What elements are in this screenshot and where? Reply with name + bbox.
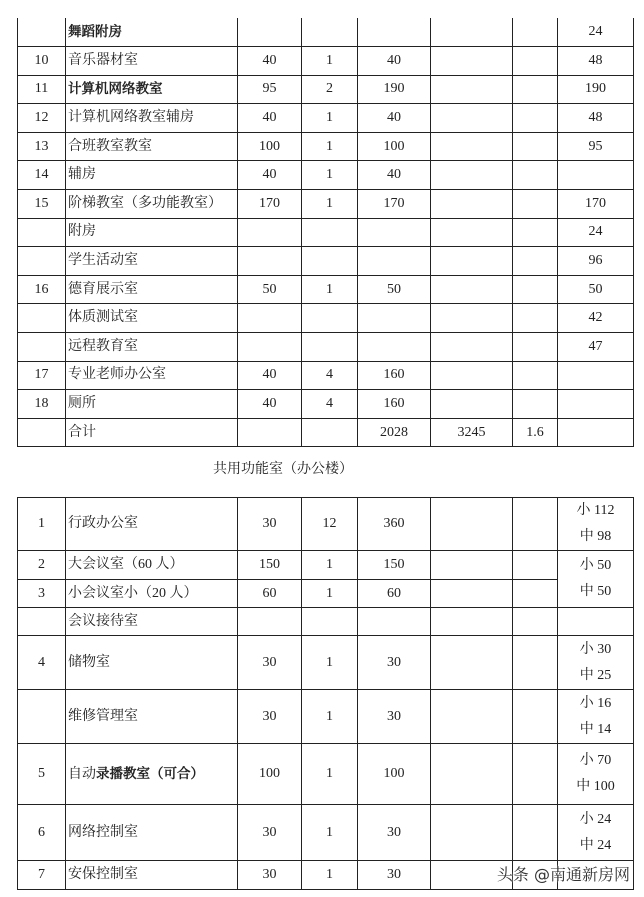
cell-building-area — [431, 275, 513, 304]
table-row — [18, 580, 634, 608]
cell-row-number: 10 — [18, 47, 66, 76]
cell-room-name — [66, 161, 238, 190]
cell-actual-area: 小 50 中 50 — [558, 551, 634, 608]
cell-row-number: 12 — [18, 104, 66, 133]
cell-quantity — [302, 333, 358, 362]
cell-room-name — [66, 218, 238, 247]
cell-row-number — [18, 304, 66, 333]
cell-ratio: 1.6 — [513, 418, 558, 447]
cell-quantity: 1 — [302, 132, 358, 161]
cell-actual-area: 42 — [558, 304, 634, 333]
table-row — [18, 275, 634, 304]
cell-actual-area — [558, 608, 634, 636]
cell-building-area — [431, 580, 513, 608]
cell-total-area — [358, 247, 431, 276]
cell-actual-area: 小 30 中 25 — [558, 636, 634, 690]
cell-quantity: 1 — [302, 580, 358, 608]
table-row — [18, 390, 634, 419]
cell-row-number: 17 — [18, 361, 66, 390]
room-name-text: 自动 — [68, 766, 96, 782]
cell-unit-area: 100 — [238, 744, 302, 805]
cell-row-number: 4 — [18, 636, 66, 690]
cell-actual-area: 50 — [558, 275, 634, 304]
cell-building-area — [431, 304, 513, 333]
cell-total-area: 40 — [358, 104, 431, 133]
table-row — [18, 805, 634, 861]
room-name-text: 专业老师办公室 — [68, 367, 166, 383]
cell-room-name — [66, 361, 238, 390]
section-title: 共用功能室（办公楼） — [213, 462, 353, 477]
room-name-text: 厕所 — [68, 396, 96, 412]
cell-total-area: 40 — [358, 47, 431, 76]
room-name-text: 合计 — [68, 424, 96, 440]
cell-unit-area — [238, 18, 302, 47]
cell-actual-area: 95 — [558, 132, 634, 161]
cell-ratio — [513, 104, 558, 133]
cell-quantity: 1 — [302, 190, 358, 219]
cell-actual-area: 小 70 中 100 — [558, 744, 634, 805]
cell-quantity — [302, 247, 358, 276]
cell-row-number — [18, 608, 66, 636]
cell-row-number — [18, 247, 66, 276]
cell-ratio — [513, 744, 558, 805]
cell-unit-area — [238, 218, 302, 247]
cell-total-area: 30 — [358, 636, 431, 690]
cell-room-name — [66, 690, 238, 744]
cell-unit-area: 30 — [238, 805, 302, 861]
cell-building-area — [431, 47, 513, 76]
cell-unit-area: 50 — [238, 275, 302, 304]
cell-ratio — [513, 304, 558, 333]
cell-ratio — [513, 498, 558, 551]
table-row — [18, 361, 634, 390]
room-name-text: 网络控制室 — [68, 824, 138, 840]
room-name-text: 小会议室小（20 人） — [68, 585, 198, 601]
table-row — [18, 418, 634, 447]
cell-room-name — [66, 190, 238, 219]
cell-unit-area — [238, 608, 302, 636]
cell-total-area: 360 — [358, 498, 431, 551]
cell-quantity: 1 — [302, 47, 358, 76]
cell-ratio — [513, 247, 558, 276]
table-row — [18, 333, 634, 362]
cell-total-area — [358, 333, 431, 362]
cell-actual-area — [558, 418, 634, 447]
cell-ratio — [513, 580, 558, 608]
cell-unit-area — [238, 247, 302, 276]
cell-actual-area — [558, 361, 634, 390]
cell-building-area — [431, 333, 513, 362]
cell-actual-area: 24 — [558, 218, 634, 247]
cell-quantity — [302, 418, 358, 447]
cell-ratio — [513, 608, 558, 636]
cell-unit-area: 30 — [238, 861, 302, 890]
cell-room-name — [66, 47, 238, 76]
cell-ratio — [513, 333, 558, 362]
table-row — [18, 47, 634, 76]
cell-row-number: 13 — [18, 132, 66, 161]
cell-unit-area: 40 — [238, 390, 302, 419]
room-name-bold: 计算机网络教室 — [68, 80, 163, 97]
cell-room-name — [66, 744, 238, 805]
cell-actual-area: 小 24 中 24 — [558, 805, 634, 861]
cell-unit-area: 100 — [238, 132, 302, 161]
room-name-text: 大会议室（60 人） — [68, 557, 184, 572]
cell-row-number — [18, 18, 66, 47]
cell-total-area: 2028 — [358, 418, 431, 447]
cell-room-name — [66, 580, 238, 608]
cell-unit-area: 40 — [238, 47, 302, 76]
cell-actual-area: 24 — [558, 18, 634, 47]
cell-quantity: 4 — [302, 361, 358, 390]
cell-building-area — [431, 390, 513, 419]
cell-row-number: 1 — [18, 498, 66, 551]
cell-total-area: 160 — [358, 390, 431, 419]
cell-room-name — [66, 861, 238, 890]
room-name-bold: 舞蹈附房 — [68, 23, 122, 40]
room-name-bold: 录播教室（可合） — [96, 765, 204, 782]
cell-room-name — [66, 247, 238, 276]
cell-building-area — [431, 690, 513, 744]
cell-quantity: 12 — [302, 498, 358, 551]
cell-quantity: 1 — [302, 161, 358, 190]
cell-unit-area: 30 — [238, 498, 302, 551]
cell-total-area: 30 — [358, 861, 431, 890]
table-row — [18, 744, 634, 805]
watermark: 头条 @南通新房网 — [496, 865, 630, 884]
cell-total-area — [358, 608, 431, 636]
table-row — [18, 498, 634, 551]
cell-quantity: 1 — [302, 104, 358, 133]
cell-quantity: 1 — [302, 861, 358, 890]
cell-row-number: 2 — [18, 551, 66, 580]
table-row — [18, 18, 634, 47]
cell-total-area — [358, 18, 431, 47]
table-row — [18, 636, 634, 690]
cell-building-area: 3245 — [431, 418, 513, 447]
cell-room-name — [66, 304, 238, 333]
cell-ratio — [513, 551, 558, 580]
cell-quantity: 1 — [302, 275, 358, 304]
cell-room-name — [66, 18, 238, 47]
room-name-text: 阶梯教室（多功能教室） — [68, 195, 222, 211]
room-table-teaching — [17, 18, 634, 447]
room-table-office — [17, 497, 634, 890]
cell-building-area — [431, 104, 513, 133]
cell-building-area — [431, 361, 513, 390]
cell-actual-area: 170 — [558, 190, 634, 219]
cell-unit-area: 30 — [238, 636, 302, 690]
room-name-text: 辅房 — [68, 167, 96, 183]
cell-quantity: 4 — [302, 390, 358, 419]
room-name-text: 计算机网络教室辅房 — [68, 110, 194, 126]
room-name-text: 行政办公室 — [68, 516, 138, 531]
cell-room-name — [66, 104, 238, 133]
cell-actual-area: 47 — [558, 333, 634, 362]
cell-room-name — [66, 275, 238, 304]
cell-row-number: 3 — [18, 580, 66, 608]
cell-row-number — [18, 218, 66, 247]
cell-building-area — [431, 75, 513, 104]
cell-building-area — [431, 161, 513, 190]
cell-actual-area: 190 — [558, 75, 634, 104]
cell-total-area: 190 — [358, 75, 431, 104]
cell-total-area: 160 — [358, 361, 431, 390]
table-row — [18, 690, 634, 744]
table-row — [18, 304, 634, 333]
room-name-text: 合班教室教室 — [68, 138, 152, 154]
cell-row-number: 18 — [18, 390, 66, 419]
cell-room-name — [66, 805, 238, 861]
cell-actual-area: 48 — [558, 104, 634, 133]
cell-building-area — [431, 498, 513, 551]
cell-ratio — [513, 275, 558, 304]
table-row — [18, 551, 634, 580]
cell-row-number: 15 — [18, 190, 66, 219]
cell-building-area — [431, 132, 513, 161]
cell-total-area — [358, 304, 431, 333]
cell-ratio — [513, 390, 558, 419]
cell-unit-area: 95 — [238, 75, 302, 104]
cell-ratio — [513, 18, 558, 47]
cell-ratio — [513, 218, 558, 247]
cell-ratio — [513, 190, 558, 219]
cell-room-name — [66, 551, 238, 580]
cell-row-number — [18, 333, 66, 362]
room-name-text: 德育展示室 — [68, 281, 138, 297]
cell-ratio — [513, 132, 558, 161]
cell-actual-area: 小 112 中 98 — [558, 498, 634, 551]
cell-row-number: 16 — [18, 275, 66, 304]
cell-room-name — [66, 608, 238, 636]
cell-unit-area: 40 — [238, 104, 302, 133]
cell-quantity — [302, 218, 358, 247]
cell-building-area — [431, 247, 513, 276]
room-name-text: 维修管理室 — [68, 708, 138, 724]
cell-total-area: 30 — [358, 805, 431, 861]
cell-room-name — [66, 418, 238, 447]
cell-building-area — [431, 636, 513, 690]
cell-row-number: 7 — [18, 861, 66, 890]
cell-total-area: 170 — [358, 190, 431, 219]
table-row — [18, 132, 634, 161]
cell-unit-area: 150 — [238, 551, 302, 580]
cell-ratio — [513, 75, 558, 104]
cell-room-name — [66, 636, 238, 690]
cell-building-area — [431, 218, 513, 247]
cell-actual-area — [558, 390, 634, 419]
cell-room-name — [66, 75, 238, 104]
cell-total-area: 50 — [358, 275, 431, 304]
table-row — [18, 247, 634, 276]
cell-room-name — [66, 333, 238, 362]
cell-quantity — [302, 304, 358, 333]
cell-building-area — [431, 805, 513, 861]
cell-quantity: 1 — [302, 551, 358, 580]
cell-actual-area: 小 16 中 14 — [558, 690, 634, 744]
table-row — [18, 608, 634, 636]
cell-building-area — [431, 190, 513, 219]
cell-row-number: 11 — [18, 75, 66, 104]
room-name-text: 安保控制室 — [68, 867, 138, 882]
cell-building-area — [431, 551, 513, 580]
cell-total-area — [358, 218, 431, 247]
cell-ratio — [513, 361, 558, 390]
cell-building-area — [431, 744, 513, 805]
table-row — [18, 75, 634, 104]
cell-building-area — [431, 608, 513, 636]
cell-unit-area: 170 — [238, 190, 302, 219]
cell-quantity — [302, 18, 358, 47]
cell-total-area: 60 — [358, 580, 431, 608]
cell-actual-area — [558, 161, 634, 190]
room-name-text: 远程教育室 — [68, 338, 138, 354]
cell-quantity: 1 — [302, 636, 358, 690]
cell-unit-area — [238, 333, 302, 362]
cell-total-area: 40 — [358, 161, 431, 190]
room-name-text: 会议接待室 — [68, 613, 138, 629]
room-name-text: 学生活动室 — [68, 253, 138, 269]
cell-quantity — [302, 608, 358, 636]
room-name-text: 附房 — [68, 224, 96, 240]
cell-row-number: 5 — [18, 744, 66, 805]
cell-unit-area: 40 — [238, 361, 302, 390]
room-name-text: 体质测试室 — [68, 310, 138, 326]
cell-row-number: 6 — [18, 805, 66, 861]
cell-ratio — [513, 161, 558, 190]
cell-total-area: 30 — [358, 690, 431, 744]
cell-unit-area: 60 — [238, 580, 302, 608]
cell-quantity: 1 — [302, 690, 358, 744]
cell-row-number — [18, 690, 66, 744]
table-row — [18, 161, 634, 190]
cell-ratio — [513, 805, 558, 861]
table-row — [18, 190, 634, 219]
cell-unit-area: 40 — [238, 161, 302, 190]
cell-row-number — [18, 418, 66, 447]
cell-unit-area — [238, 418, 302, 447]
room-name-text: 储物室 — [68, 654, 110, 670]
cell-total-area: 150 — [358, 551, 431, 580]
cell-building-area — [431, 18, 513, 47]
cell-total-area: 100 — [358, 132, 431, 161]
table-row — [18, 104, 634, 133]
cell-quantity: 1 — [302, 744, 358, 805]
cell-ratio — [513, 690, 558, 744]
cell-total-area: 100 — [358, 744, 431, 805]
cell-unit-area — [238, 304, 302, 333]
cell-quantity: 2 — [302, 75, 358, 104]
cell-room-name — [66, 498, 238, 551]
cell-room-name — [66, 132, 238, 161]
cell-row-number: 14 — [18, 161, 66, 190]
cell-unit-area: 30 — [238, 690, 302, 744]
cell-actual-area: 96 — [558, 247, 634, 276]
cell-actual-area: 48 — [558, 47, 634, 76]
cell-ratio — [513, 47, 558, 76]
cell-ratio — [513, 636, 558, 690]
room-name-text: 音乐器材室 — [68, 52, 138, 68]
cell-quantity: 1 — [302, 805, 358, 861]
cell-room-name — [66, 390, 238, 419]
table-row — [18, 218, 634, 247]
